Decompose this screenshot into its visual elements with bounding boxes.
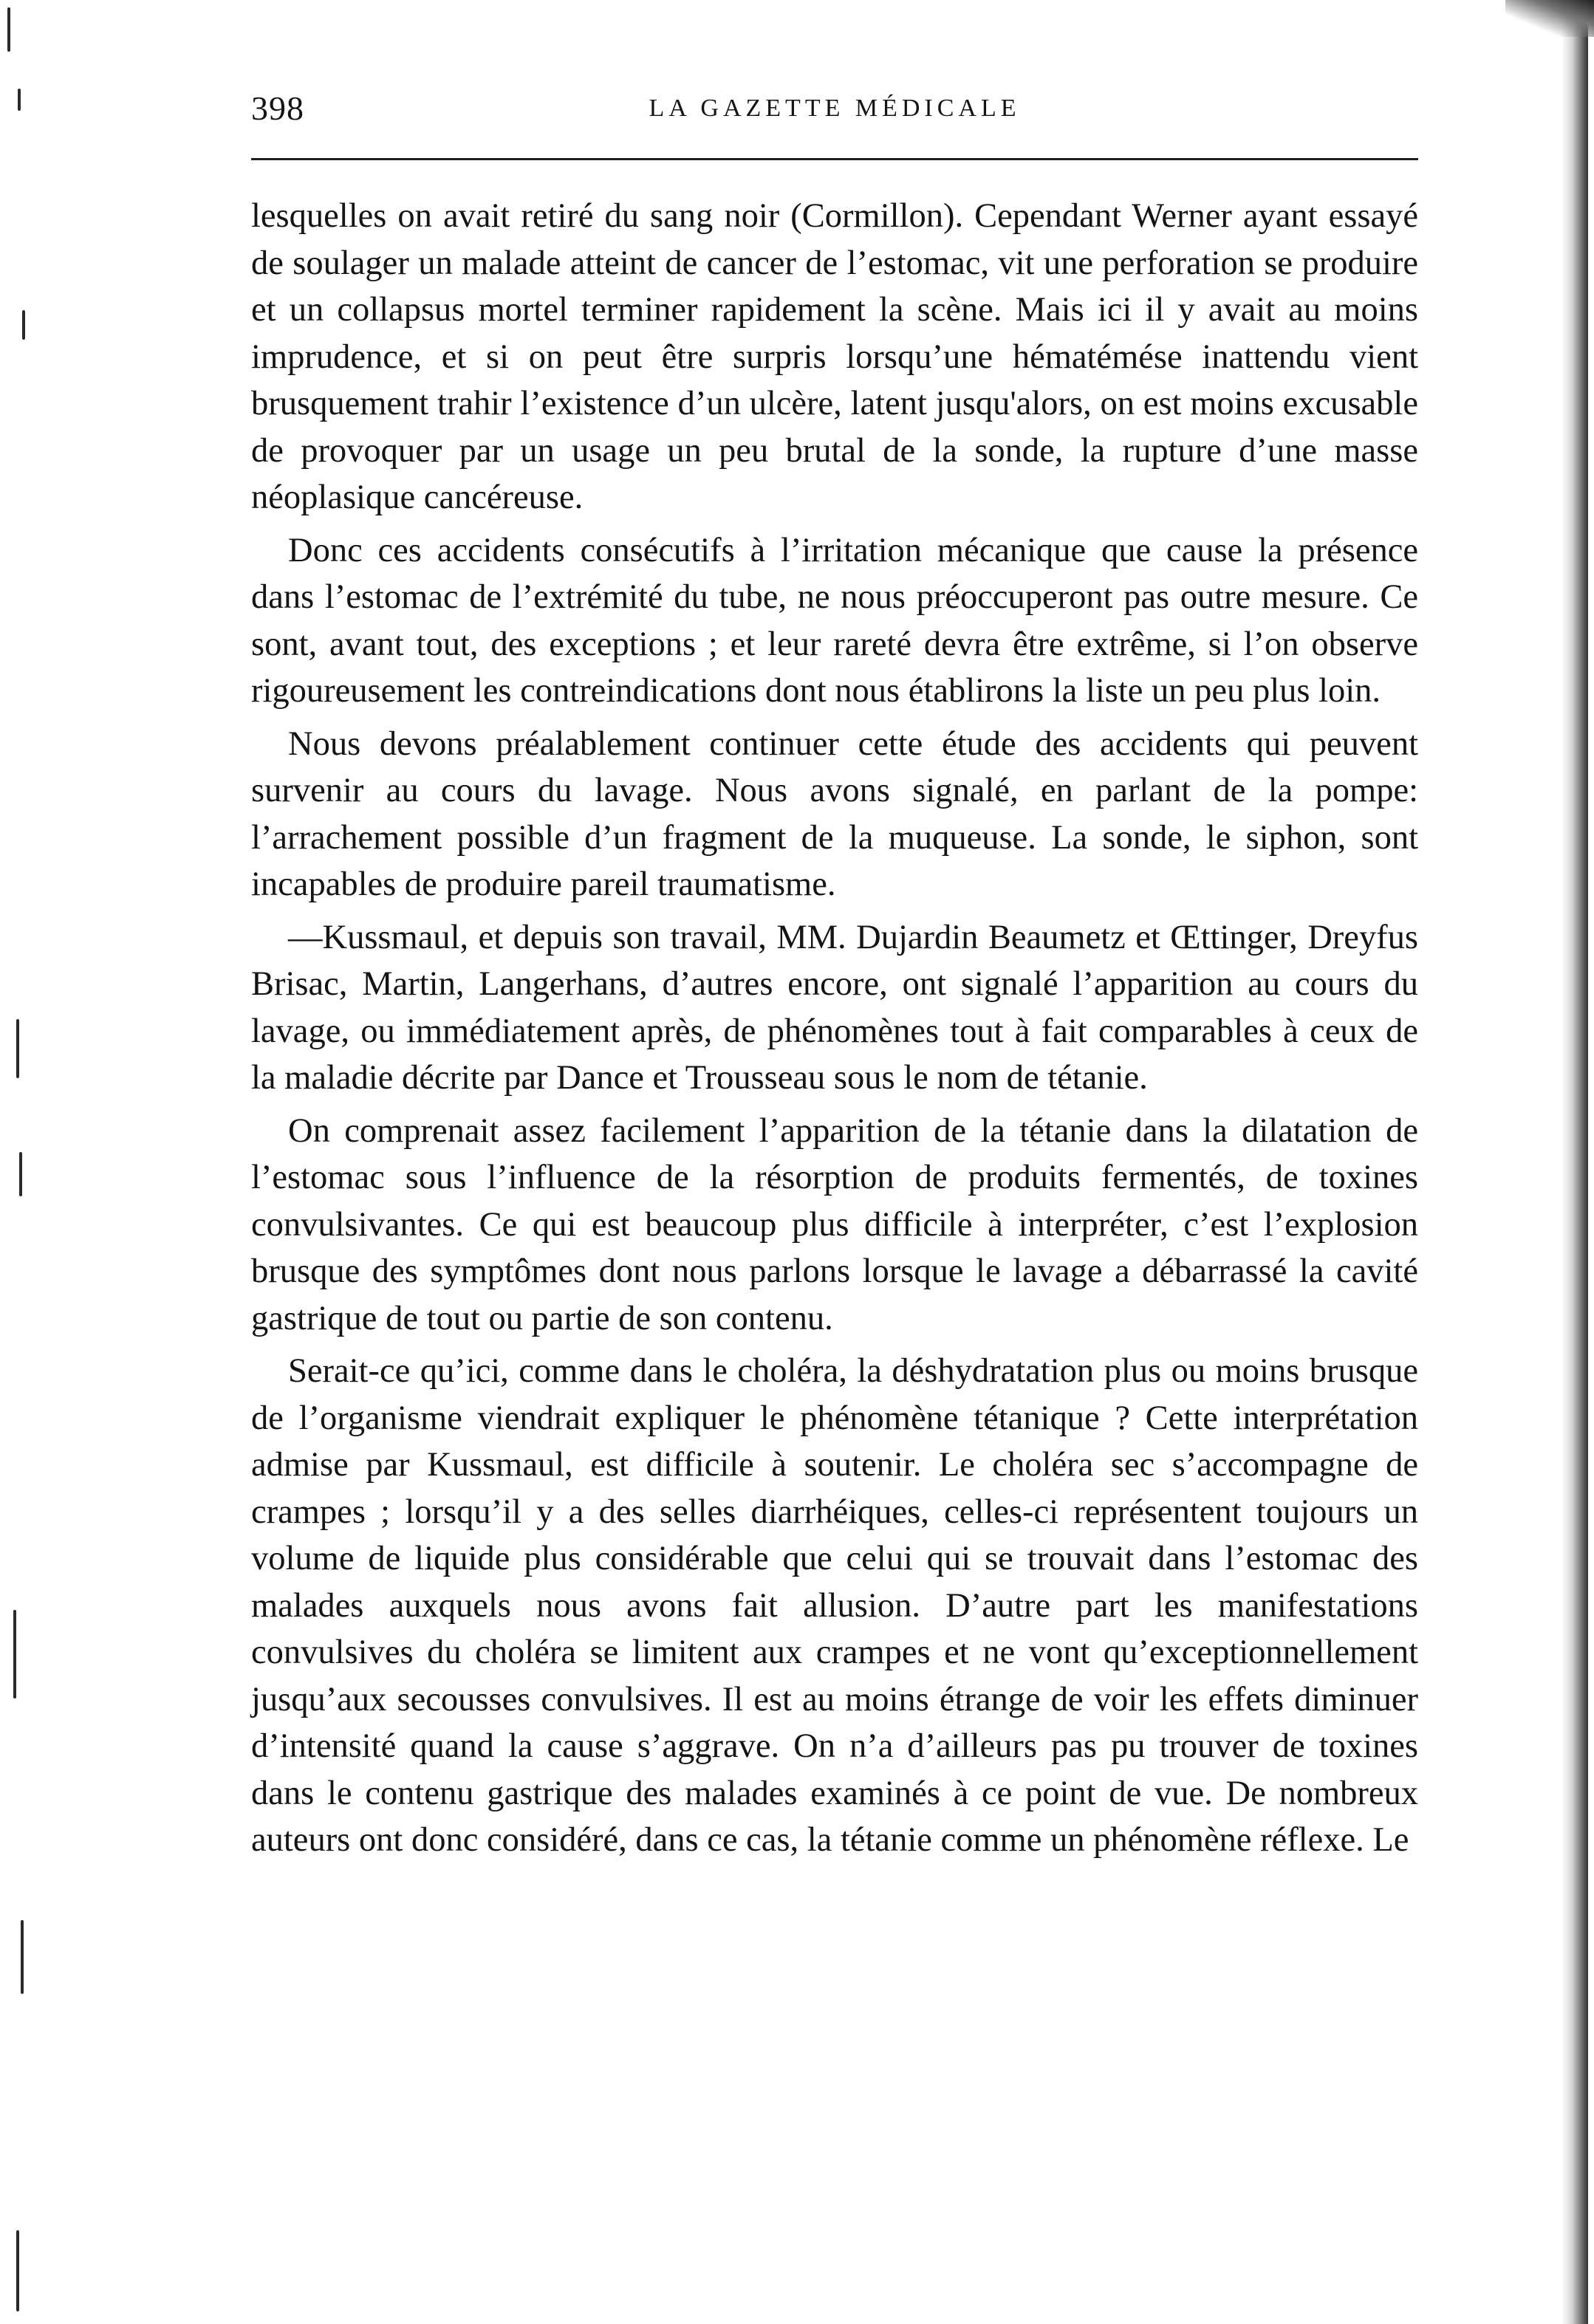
scan-right-edge-shadow [1561,0,1588,2324]
header-rule [251,158,1418,160]
paragraph-5: On comprenait assez facilement l’apparition de la tétanie dans la dilatation de l’estomac sous l’influence de la résorption de produits fermentés, de toxines convulsivantes. Ce qui est beaucoup plus difficile à interpréter, c’est l’explosion brusque des symptômes dont nous parlons lorsque le lavage a débarrassé la cavité gastrique de tout ou partie de son contenu. [251,1111,1418,1337]
scan-corner-shadow [1505,0,1594,37]
journal-title: LA GAZETTE MÉDICALE [649,95,1021,122]
paragraph-2: Donc ces accidents consécutifs à l’irritation mécanique que cause la présence dans l’estomac de l’extrémité du tube, ne nous préoccuperont pas outre mesure. Ce sont, avant tout, des exceptions ; et leur rareté devra être extrême, si l’on observe rigoureusement les contreindications dont nous établirons la liste un peu plus loin. [251,531,1418,710]
paragraph-6: Serait-ce qu’ici, comme dans le choléra, la déshydratation plus ou moins brusque de l’organisme viendrait expliquer le phénomène tétanique ? Cette interprétation admise par Kussmaul, est difficile à soutenir. Le choléra sec s’accompagne de crampes ; lorsqu’il y a des selles diarrhéiques, celles-ci représentent toujours un volume de liquide plus considérable que celui qui se trouvait dans l’estomac des malades auxquels nous avons fait allusion. D’autre part les manifestations convulsives du choléra se limitent aux crampes et ne vont qu’exceptionnellement jusqu’aux secousses convulsives. Il est au moins étrange de voir les effets diminuer d’intensité quand la cause s’aggrave. On n’a d’ailleurs pas pu trouver de toxines dans le contenu gastrique des malades examinés à ce point de vue. De nombreux auteurs ont donc considéré, dans ce cas, la tétanie comme un phénomène réflexe. Le [251,1352,1418,1859]
paragraph-4: —Kussmaul, et depuis son travail, MM. Dujardin Beaumetz et Œttinger, Dreyfus Brisac, Martin, Langerhans, d’autres encore, ont signalé l’apparition au cours du lavage, ou immédiatement après, de phénomènes tout à fait comparables à ceux de la maladie décrite par Dance et Trousseau sous le nom de tétanie. [251,918,1418,1097]
document-page [251,89,1418,1870]
page-number: 398 [251,89,304,127]
paragraph-3: Nous devons préalablement continuer cette étude des accidents qui peuvent survenir au cours du lavage. Nous avons signalé, en parlant de la pompe: l’arrachement possible d’un fragment de la muqueuse. La sonde, le siphon, sont incapables de produire pareil traumatisme. [251,724,1418,903]
body-text [251,193,1418,1864]
scan-left-margin-marks [0,0,44,2324]
paragraph-1: lesquelles on avait retiré du sang noir (Cormillon). Cependant Werner ayant essayé de soulager un malade atteint de cancer de l’estomac, vit une perforation se produire et un collapsus mortel terminer rapidement la scène. Mais ici il y avait au moins imprudence, et si on peut être surpris lorsqu’une hématémése inattendu vient brusquement trahir l’existence d’un ulcère, latent jusqu'alors, on est moins excusable de provoquer par un usage un peu brutal de la sonde, la rupture d’une masse néoplasique cancéreuse. [251,197,1418,516]
running-head [251,89,1418,140]
